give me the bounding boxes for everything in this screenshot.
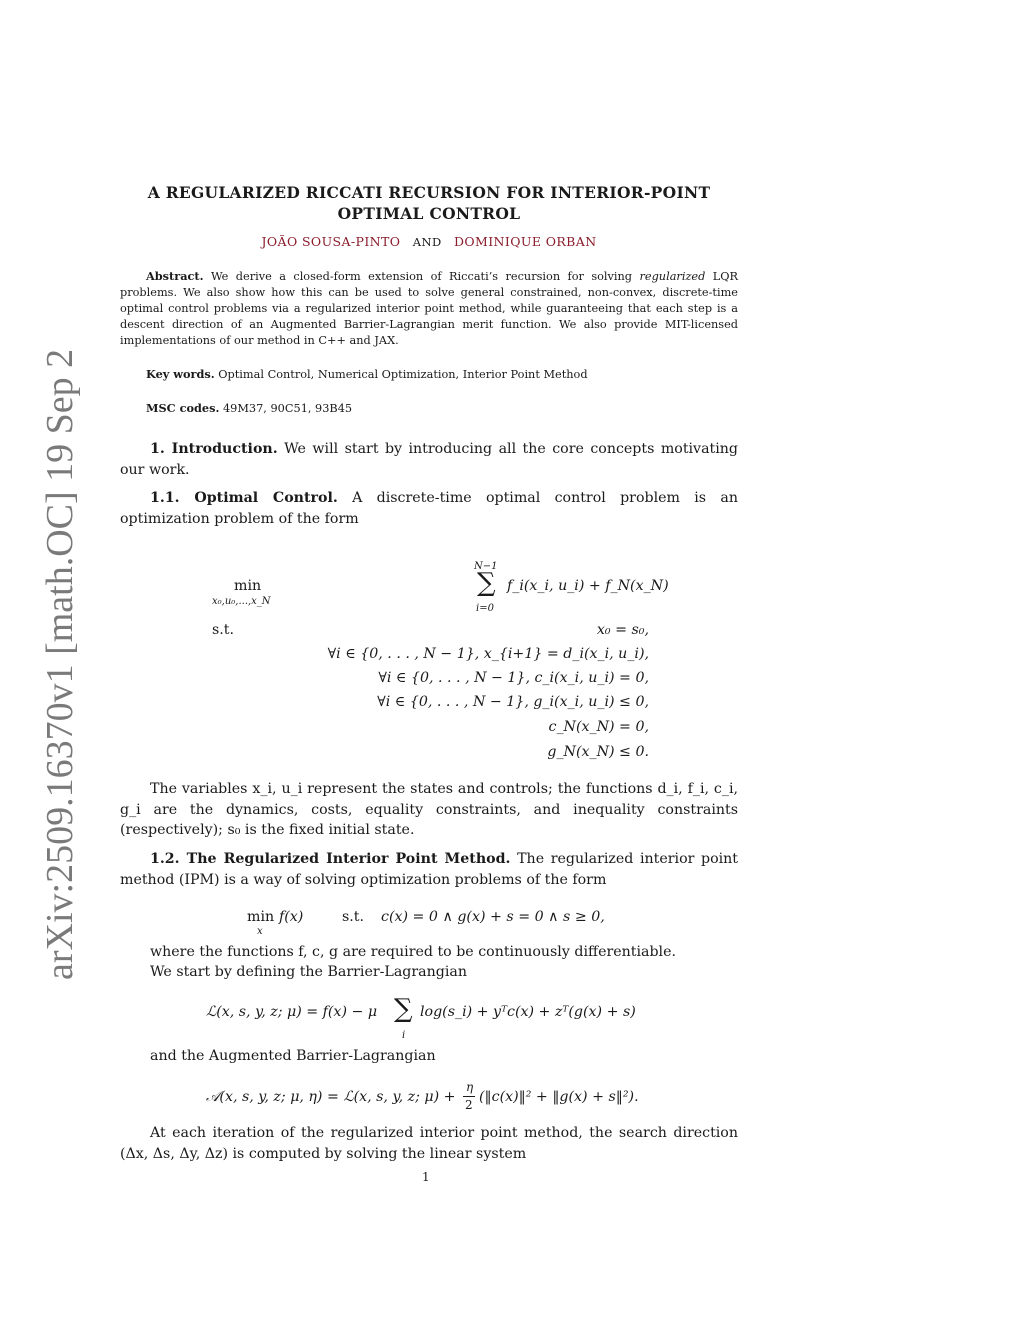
lagrangian-sum-sub: i (402, 1030, 406, 1041)
ocp-st: s.t. (212, 622, 235, 638)
section-1-2-heading: 1.2. The Regularized Interior Point Method. (150, 851, 511, 867)
ocp-c2: ∀i ∈ {0, . . . , N − 1}, x_{i+1} = d_i(x_i, u_i), (327, 646, 649, 662)
ipm-st: s.t. (342, 909, 365, 925)
ipm-min-sub: x (257, 926, 263, 937)
where-line: where the functions f, c, g are required to be continuously differentiable. (150, 944, 676, 960)
abstract (120, 268, 738, 349)
ocp-min: min (234, 578, 262, 594)
aug-frac-den: 2 (465, 1098, 473, 1112)
ipm-constraints: c(x) = 0 ∧ g(x) + s = 0 ∧ s ≥ 0, (381, 909, 605, 925)
ocp-sum-top: N−1 (474, 561, 498, 572)
ocp-c6: g_N(x_N) ≤ 0. (547, 744, 649, 760)
ocp-c3: ∀i ∈ {0, . . . , N − 1}, c_i(x_i, u_i) = 0, (378, 670, 649, 686)
msc-text: 49M37, 90C51, 93B45 (222, 402, 353, 415)
keywords-label: Key words. (146, 367, 215, 381)
ocp-sum-bottom: i=0 (476, 603, 494, 614)
page-number: 1 (422, 1170, 430, 1184)
section-1-2 (120, 849, 738, 890)
ocp-objective: f_i(x_i, u_i) + f_N(x_N) (507, 578, 669, 594)
lagrangian-rhs: log(s_i) + yᵀc(x) + zᵀ(g(x) + s) (420, 1004, 636, 1020)
lagrangian-lhs: ℒ(x, s, y, z; μ) = f(x) − μ (206, 1004, 378, 1020)
arxiv-side-label (34, 350, 84, 980)
section-1-1-text: A discrete-time optimal control problem is an optimization problem of the form (120, 490, 738, 527)
ocp-c5: c_N(x_N) = 0, (548, 719, 649, 735)
arxiv-side-svg (34, 350, 84, 980)
abstract-text-b: LQR problems. We also show how this can be used to solve general constrained, non-convex, discrete-time optimal control problems via a regularized interior point method, while guaranteeing that each step is a descent direction of an Augmented Barrier-Lagrangian merit function. We also provide MIT-licensed implementations of our method in C++ and JAX. (120, 270, 739, 347)
section-1-intro (120, 439, 738, 480)
ocp-c1: x₀ = s₀, (596, 622, 649, 638)
title-line-1: A REGULARIZED RICCATI RECURSION FOR INTERIOR-POINT (147, 183, 711, 202)
authors-and: AND (412, 235, 442, 249)
start-line: We start by defining the Barrier-Lagrangian (150, 964, 467, 980)
keywords (146, 367, 588, 381)
section-1-1-heading: 1.1. Optimal Control. (150, 490, 338, 506)
aug-frac-bar (463, 1096, 475, 1097)
sum-symbol: ∑ (477, 568, 496, 598)
abstract-text-em: regularized (639, 270, 706, 283)
keywords-text: Optimal Control, Numerical Optimization, Interior Point Method (218, 368, 588, 381)
msc-codes (146, 401, 352, 415)
aug-line: and the Augmented Barrier-Lagrangian (150, 1048, 436, 1064)
abstract-text-a: We derive a closed-form extension of Riccati’s recursion for solving (210, 270, 633, 283)
section-1-heading: 1. Introduction. (150, 441, 278, 457)
section-1-text: We will start by introducing all the core concepts motivating our work. (120, 441, 738, 478)
section-1-1 (120, 488, 738, 529)
paper-title (120, 182, 738, 224)
section-1-2-text: The regularized interior point method (IPM) is a way of solving optimization problems of the form (120, 851, 738, 888)
author-1: JOÃO SOUSA-PINTO (261, 234, 401, 249)
lagrangian-sum-symbol: ∑ (394, 994, 413, 1024)
msc-label: MSC codes. (146, 401, 220, 415)
arxiv-id: arXiv:2509.16370v1 [math.OC] 19 Sep 2025 (39, 350, 81, 980)
aug-frac-num: η (466, 1080, 474, 1094)
author-2: DOMINIQUE ORBAN (453, 234, 597, 249)
variables-paragraph: The variables x_i, u_i represent the states and controls; the functions d_i, f_i, c_i, g_i are the dynamics, costs, equality constraints, and inequality constraints (respectively); s₀ is the fixed initial state. (120, 781, 738, 838)
authors (120, 234, 738, 249)
title-line-2: OPTIMAL CONTROL (337, 204, 521, 223)
ocp-c4: ∀i ∈ {0, . . . , N − 1}, g_i(x_i, u_i) ≤ 0, (377, 694, 649, 710)
aug-rhs: (‖c(x)‖² + ‖g(x) + s‖²). (479, 1089, 639, 1105)
final-paragraph: At each iteration of the regularized interior point method, the search direction (Δx, Δs, Δy, Δz) is computed by solving the linear system (120, 1125, 738, 1162)
abstract-label: Abstract. (146, 269, 204, 283)
ipm-objective: f(x) (279, 909, 304, 925)
aug-lhs: 𝒜(x, s, y, z; μ, η) = ℒ(x, s, y, z; μ) + (206, 1089, 456, 1105)
ipm-min: min (247, 909, 275, 925)
ocp-min-sub: x₀,u₀,...,x_N (212, 596, 271, 607)
